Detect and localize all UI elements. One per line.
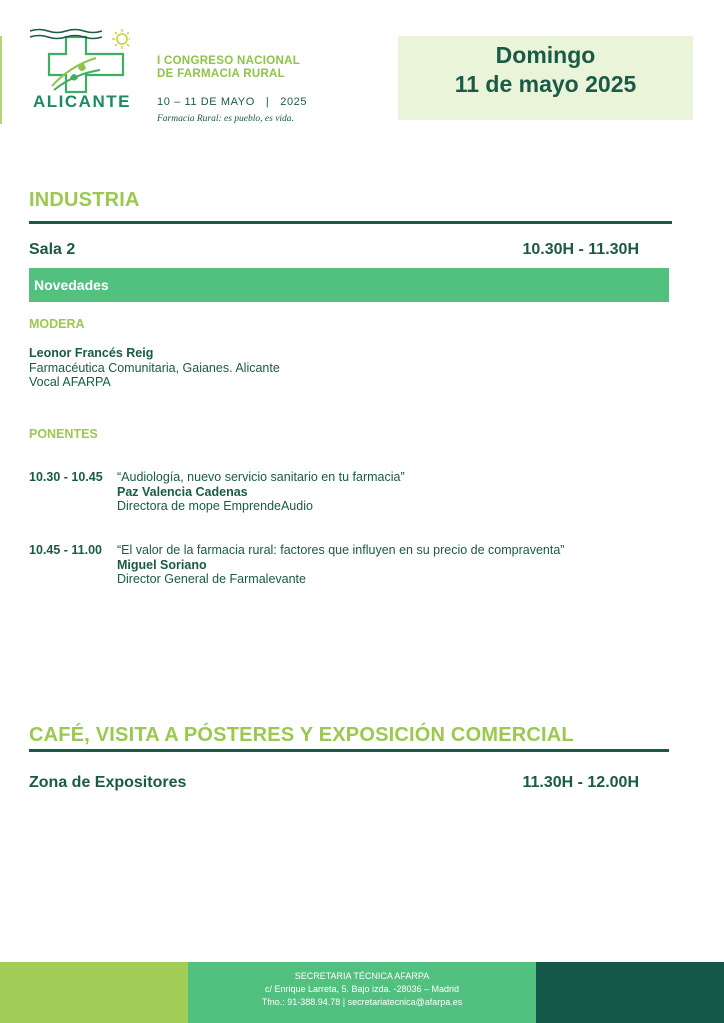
talk-speaker-role: Directora de mope EmprendeAudio — [117, 499, 313, 513]
logo-title-line1: I CONGRESO NACIONAL — [157, 55, 301, 67]
section-title-industria: INDUSTRIA — [29, 189, 140, 211]
logo-title-line2: DE FARMACIA RURAL — [157, 68, 285, 80]
moderator-role: Vocal AFARPA — [29, 375, 111, 389]
date-full: 11 de mayo 2025 — [454, 71, 637, 97]
waves-icon — [30, 28, 104, 40]
congress-logo — [30, 28, 330, 128]
talk-speaker: Paz Valencia Cadenas — [117, 484, 248, 499]
talk-title: “El valor de la farmacia rural: factores que influyen en su precio de compraventa” — [117, 543, 565, 557]
section-divider — [29, 221, 672, 224]
room-label: Sala 2 — [29, 241, 76, 258]
footer-address: c/ Enrique Larreta, 5. Bajo izda. -28036 – Madrid — [264, 984, 460, 994]
moderator-name: Leonor Francés Reig — [29, 346, 154, 360]
session-time: 10.30H - 11.30H — [522, 241, 639, 258]
section-divider — [29, 749, 669, 752]
logo-congress-title — [157, 55, 300, 81]
footer-contact — [188, 962, 536, 1023]
session-time: 11.30H - 12.00H — [522, 774, 639, 791]
logo-dates: 10 – 11 DE MAYO | 2025 — [157, 96, 308, 108]
session-topic-label: Novedades — [34, 277, 109, 293]
page-edge-accent — [0, 36, 2, 124]
date-box — [398, 36, 693, 120]
talk-time: 10.30 - 10.45 — [29, 470, 103, 484]
footer — [0, 962, 724, 1023]
moderator — [29, 346, 280, 390]
session-topic-bar — [29, 268, 669, 302]
footer-block-left — [0, 962, 188, 1023]
moderator-affiliation: Farmacéutica Comunitaria, Gaianes. Alicante — [29, 360, 280, 375]
talk-speaker: Miguel Soriano — [117, 557, 207, 572]
section-title-cafe: CAFÉ, VISITA A PÓSTERES Y EXPOSICIÓN COMERCIAL — [29, 724, 574, 746]
talk-time: 10.45 - 11.00 — [29, 543, 102, 557]
footer-org: SECRETARIA TÉCNICA AFARPA — [294, 971, 430, 981]
footer-block-right — [536, 962, 724, 1023]
room-label: Zona de Expositores — [29, 774, 187, 791]
date-weekday: Domingo — [495, 42, 596, 68]
modera-label: MODERA — [29, 317, 85, 331]
logo-city: ALICANTE — [33, 92, 131, 111]
footer-phone-email: Tfno.: 91-388.94.78 | secretariatecnica@afarpa.es — [261, 997, 463, 1007]
logo-slogan: Farmacia Rural: es pueblo, es vida. — [157, 114, 294, 124]
talk-title: “Audiología, nuevo servicio sanitario en tu farmacia” — [117, 470, 405, 484]
talk-speaker-role: Director General de Farmalevante — [117, 572, 306, 586]
ponentes-label: PONENTES — [29, 427, 98, 441]
